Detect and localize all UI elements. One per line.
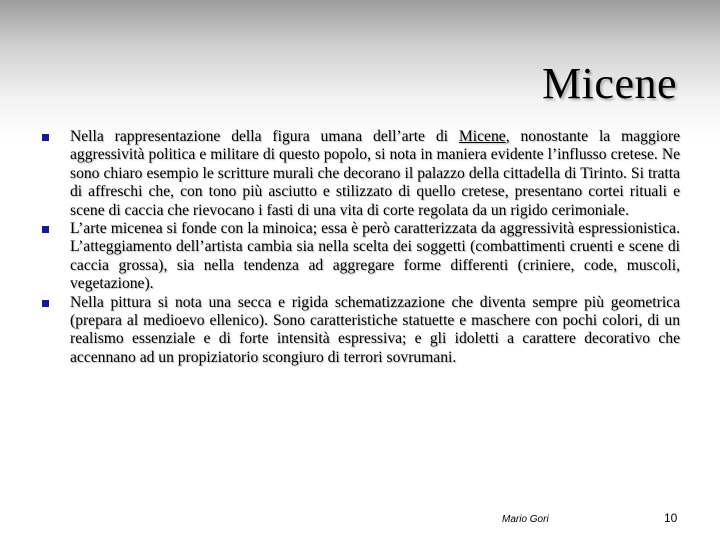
square-bullet-icon bbox=[42, 300, 49, 307]
bullet-item bbox=[40, 128, 680, 220]
bullet-item bbox=[40, 220, 680, 294]
bullet-emphasis-link: Micene bbox=[458, 128, 506, 145]
footer-author: Mario Gori bbox=[502, 514, 549, 525]
bullet-text: L’arte micenea si fonde con la minoica; essa è però caratterizzata da aggressività espressionistica. L’atteggiamento dell’artista cambia sia nella scelta dei soggetti (combattimenti cruenti e scene di caccia grossa), sia nella tendenza ad aggregare forme differenti (criniere, code, muscoli, vegetazione). bbox=[70, 220, 680, 293]
slide-title: Micene bbox=[542, 59, 677, 108]
bullet-text-after: , nonostante la maggiore aggressività politica e militare di questo popolo, si nota in maniera evidente l’influsso cretese. Ne sono chiaro esempio le scritture murali che decorano il palazzo della cittadella di Tirinto. Si tratta di affreschi che, con tono più asciutto e stilizzato di quello cretese, presentano cortei rituali e scene di caccia che rievocano i fasti di una vita di corte regolata da un rigido cerimoniale. bbox=[70, 128, 681, 219]
square-bullet-icon bbox=[42, 134, 49, 141]
bullet-text: Nella pittura si nota una secca e rigida schematizzazione che diventa sempre più geometrica (prepara al medioevo ellenico). Sono caratteristiche statuette e maschere con pochi colori, di un realismo essenziale e di forte intensità espressiva; e gli idoletti a carattere decorativo che accennano ad un propiziatorio scongiuro di terrori sovrumani. bbox=[70, 293, 680, 366]
bullet-list bbox=[40, 128, 680, 367]
bullet-text-before: Nella rappresentazione della figura umana dell’arte di bbox=[70, 128, 459, 145]
page-number: 10 bbox=[664, 511, 678, 525]
square-bullet-icon bbox=[42, 226, 49, 233]
bullet-item bbox=[40, 294, 680, 368]
